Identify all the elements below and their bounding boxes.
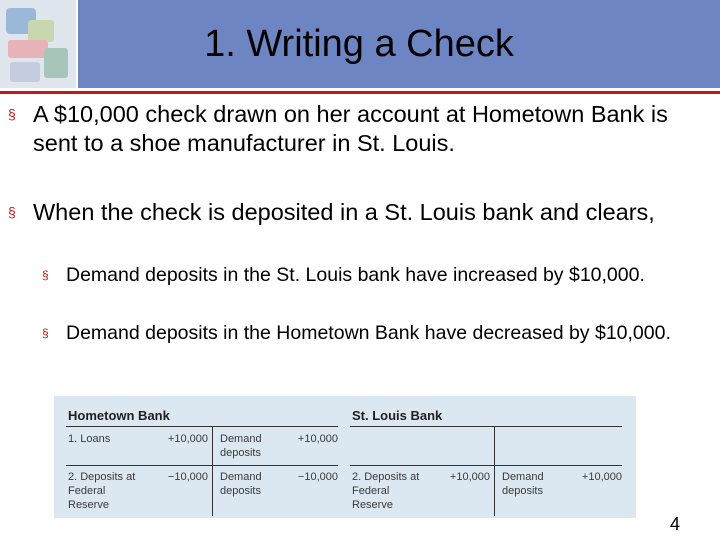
table-rule [350, 465, 622, 466]
bullet-icon: § [8, 204, 16, 220]
sub-bullet-icon: § [42, 268, 49, 282]
table-rule [66, 465, 338, 466]
t-account-divider [212, 426, 213, 516]
bullet-text: A $10,000 check drawn on her account at Hometown Bank is sent to a shoe manufacturer in St. Louis. [33, 101, 668, 156]
bullet-item [8, 100, 693, 158]
hometown-row2-liability: Demand deposits [220, 471, 262, 497]
sub-bullet-text: Demand deposits in the St. Louis bank have increased by $10,000. [66, 264, 645, 286]
table-rule [66, 426, 338, 427]
sub-bullet-icon: § [42, 326, 49, 340]
stlouis-row2-asset: 2. Deposits at Federal Reserve [352, 471, 420, 511]
sub-bullet-text: Demand deposits in the Hometown Bank have decreased by $10,000. [66, 322, 671, 344]
hometown-bank-title: Hometown Bank [68, 408, 170, 423]
stlouis-row2-liability-change: +10,000 [581, 471, 622, 483]
hometown-row1-liability-change: +10,000 [297, 433, 338, 445]
bullet-icon: § [8, 106, 16, 122]
stlouis-row2-liability: Demand deposits [502, 471, 544, 497]
slide-title: 1. Writing a Check [204, 22, 514, 65]
sub-bullet-item [42, 263, 686, 287]
st-louis-bank-title: St. Louis Bank [352, 408, 443, 423]
title-underline [0, 91, 720, 94]
t-account-divider [494, 426, 495, 516]
t-account-figure [54, 396, 636, 518]
logo-image [0, 0, 76, 88]
sub-bullet-item [42, 321, 696, 345]
hometown-row2-asset-change: −10,000 [167, 471, 208, 483]
bullet-text: When the check is deposited in a St. Louis bank and clears, [33, 199, 655, 225]
hometown-row1-asset: 1. Loans [68, 433, 111, 445]
hometown-row1-asset-change: +10,000 [167, 433, 208, 445]
hometown-row2-liability-change: −10,000 [297, 471, 338, 483]
table-rule [350, 426, 622, 427]
page-number: 4 [670, 514, 681, 534]
bullet-item [8, 198, 698, 227]
hometown-row1-liability: Demand deposits [220, 433, 262, 459]
hometown-row2-asset: 2. Deposits at Federal Reserve [68, 471, 136, 511]
stlouis-row2-asset-change: +10,000 [449, 471, 490, 483]
